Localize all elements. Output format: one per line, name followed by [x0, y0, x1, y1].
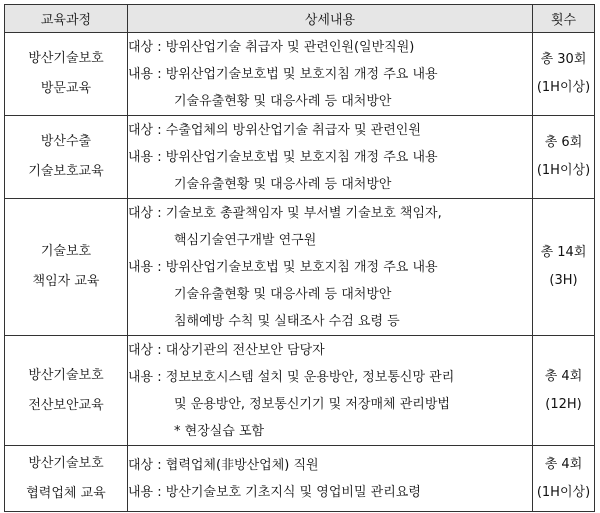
detail-line: 대상 : 기술보호 총괄책임자 및 부서별 기술보호 책임자, — [128, 205, 442, 221]
detail-cell — [128, 336, 533, 446]
detail-line: 내용 : 방위산업기술보호법 및 보호지침 개정 주요 내용 — [128, 149, 438, 165]
table-row — [5, 33, 595, 116]
count-line: (1H이상) — [536, 163, 591, 178]
detail-line: 대상 : 수출업체의 방위산업기술 취급자 및 관련인원 — [128, 122, 421, 138]
detail-line: 내용 : 방위산업기술보호법 및 보호지침 개정 주요 내용 — [128, 259, 438, 275]
count-line: 총 4회 — [544, 456, 583, 472]
count-line: (1H이상) — [536, 80, 591, 95]
count-line: (1H이상) — [536, 484, 591, 500]
count-line: 총 30회 — [540, 52, 587, 67]
detail-cell — [128, 446, 533, 512]
course-name-line: 책임자 교육 — [32, 274, 100, 289]
detail-cell — [128, 116, 533, 199]
detail-line: 기술유출현황 및 대응사례 등 대처방안 — [174, 286, 392, 302]
table-row — [5, 116, 595, 199]
course-cell — [5, 336, 128, 446]
detail-cell — [128, 199, 533, 336]
table-row — [5, 199, 595, 336]
detail-line: 및 운용방안, 정보통신기기 및 저장매체 관리방법 — [174, 396, 450, 412]
header-course: 교육과정 — [5, 5, 128, 33]
course-cell — [5, 33, 128, 116]
count-cell — [533, 116, 595, 199]
detail-line: 대상 : 협력업체(非방산업체) 직원 — [128, 457, 319, 473]
detail-cell — [128, 33, 533, 116]
course-name-line: 방문교육 — [40, 81, 92, 96]
education-table — [4, 4, 595, 512]
count-cell — [533, 199, 595, 336]
detail-line: * 현장실습 포함 — [174, 423, 265, 439]
count-line: (12H) — [545, 396, 582, 412]
count-cell — [533, 336, 595, 446]
header-count: 횟수 — [533, 5, 595, 33]
course-name-line: 방산기술보호 — [28, 51, 104, 66]
header-row — [5, 5, 595, 33]
detail-line: 내용 : 정보보호시스템 설치 및 운용방안, 정보통신망 관리 — [128, 369, 455, 385]
count-line: (3H) — [549, 273, 578, 288]
table-row — [5, 336, 595, 446]
detail-line: 대상 : 대상기관의 전산보안 담당자 — [128, 342, 325, 358]
course-name-line: 기술보호교육 — [28, 164, 104, 179]
detail-line: 핵심기술연구개발 연구원 — [174, 232, 317, 248]
course-name-line: 협력업체 교육 — [26, 485, 106, 501]
course-cell — [5, 446, 128, 512]
course-name-line: 방산기술보호 — [28, 367, 104, 383]
header-detail: 상세내용 — [128, 5, 533, 33]
detail-line: 기술유출현황 및 대응사례 등 대처방안 — [174, 93, 392, 109]
count-line: 총 4회 — [544, 368, 583, 384]
course-cell — [5, 199, 128, 336]
count-cell — [533, 33, 595, 116]
detail-line: 침해예방 수칙 및 실태조사 수검 요령 등 — [174, 313, 400, 329]
table-row — [5, 446, 595, 512]
count-line: 총 14회 — [540, 245, 587, 260]
count-line: 총 6회 — [544, 135, 583, 150]
detail-line: 기술유출현황 및 대응사례 등 대처방안 — [174, 176, 392, 192]
course-name-line: 방산수출 — [40, 134, 92, 149]
detail-line: 대상 : 방위산업기술 취급자 및 관련인원(일반직원) — [128, 39, 415, 55]
course-name-line: 전산보안교육 — [28, 397, 104, 413]
course-cell — [5, 116, 128, 199]
course-name-line: 기술보호 — [40, 244, 92, 259]
detail-line: 내용 : 방산기술보호 기초지식 및 영업비밀 관리요령 — [128, 484, 421, 500]
course-name-line: 방산기술보호 — [28, 455, 104, 471]
detail-line: 내용 : 방위산업기술보호법 및 보호지침 개정 주요 내용 — [128, 66, 438, 82]
count-cell — [533, 446, 595, 512]
